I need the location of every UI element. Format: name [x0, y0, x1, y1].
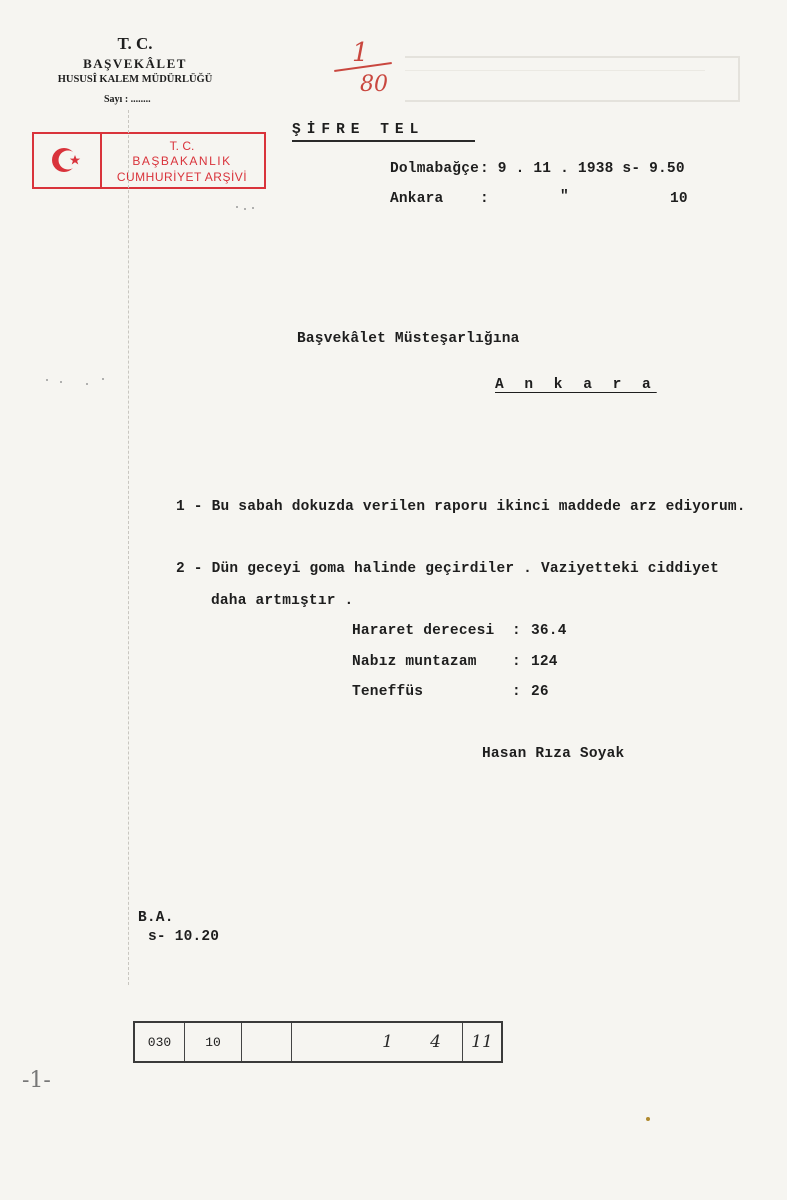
dust-speck	[252, 207, 254, 209]
dest-place: Ankara	[390, 191, 444, 207]
recipient-name: Başvekâlet Müsteşarlığına	[297, 331, 520, 347]
dust-speck	[86, 383, 88, 385]
filing-cell	[292, 1023, 366, 1061]
letterhead-office: BAŞVEKÂLET	[83, 56, 187, 71]
stamp-line-3: CUMHURİYET ARŞİVİ	[116, 170, 248, 184]
folio-number	[332, 38, 402, 108]
archive-stamp	[32, 132, 266, 189]
paper-speck	[646, 1117, 650, 1121]
dest-sep: :	[480, 191, 489, 207]
filing-box	[133, 1021, 503, 1063]
faint-box-outline	[405, 56, 740, 102]
dust-speck	[102, 378, 104, 380]
dust-speck	[60, 381, 62, 383]
filing-cell: 4	[409, 1023, 463, 1061]
filing-cell: 030	[135, 1023, 185, 1061]
letterhead-tc: T. C.	[117, 34, 153, 53]
filing-cell: 1	[382, 1032, 393, 1052]
page-mark: -1-	[22, 1068, 51, 1093]
telegram-type-underline	[292, 140, 475, 142]
origin-detail: : 9 . 11 . 1938 s- 9.50	[480, 161, 685, 177]
vital-value: 124	[531, 654, 558, 670]
letterhead-sayi: Sayı : ........	[104, 94, 151, 105]
dust-speck	[236, 206, 238, 208]
telegram-type: ŞİFRE TEL	[292, 122, 425, 138]
signature: Hasan Rıza Soyak	[482, 746, 625, 762]
letterhead-department: HUSUSÎ KALEM MÜDÜRLÜĞÜ	[57, 74, 213, 85]
dest-time: 10	[670, 191, 688, 207]
vital-sep: :	[512, 684, 521, 700]
dust-speck	[46, 379, 48, 381]
footer-line-1: B.A.	[138, 910, 174, 926]
stamp-emblem-box	[34, 134, 102, 187]
dust-speck	[244, 208, 246, 210]
filing-cell	[242, 1023, 292, 1061]
vital-label: Teneffüs	[352, 684, 424, 700]
vital-value: 26	[531, 684, 549, 700]
body-item-1: 1 - Bu sabah dokuzda verilen raporu ikinci maddede arz ediyorum.	[176, 499, 746, 515]
filing-cell: 10	[185, 1023, 242, 1061]
stamp-line-1: T. C.	[169, 139, 195, 153]
dest-ditto: "	[560, 189, 569, 205]
footer-line-2: s- 10.20	[148, 929, 220, 945]
body-item-2-line-2: daha artmıştır .	[211, 593, 354, 609]
recipient-city: A n k a r a	[495, 377, 657, 393]
stamp-line-2: BAŞBAKANLIK	[132, 154, 232, 168]
vital-sep: :	[512, 654, 521, 670]
origin-place: Dolmabağçe	[390, 161, 480, 177]
vital-sep: :	[512, 623, 521, 639]
body-item-2-line-1: 2 - Dün geceyi goma halinde geçirdiler . Vaziyetteki ciddiyet	[176, 561, 719, 577]
margin-rule	[128, 110, 129, 985]
folio-top: 1	[352, 38, 369, 68]
vital-label: Hararet derecesi	[352, 623, 495, 639]
faint-line	[405, 70, 705, 71]
vital-value: 36.4	[531, 623, 567, 639]
crescent-star-icon	[50, 144, 84, 176]
vital-label: Nabız muntazam	[352, 654, 477, 670]
folio-bottom: 80	[360, 72, 388, 97]
filing-cell: 11	[471, 1032, 493, 1052]
